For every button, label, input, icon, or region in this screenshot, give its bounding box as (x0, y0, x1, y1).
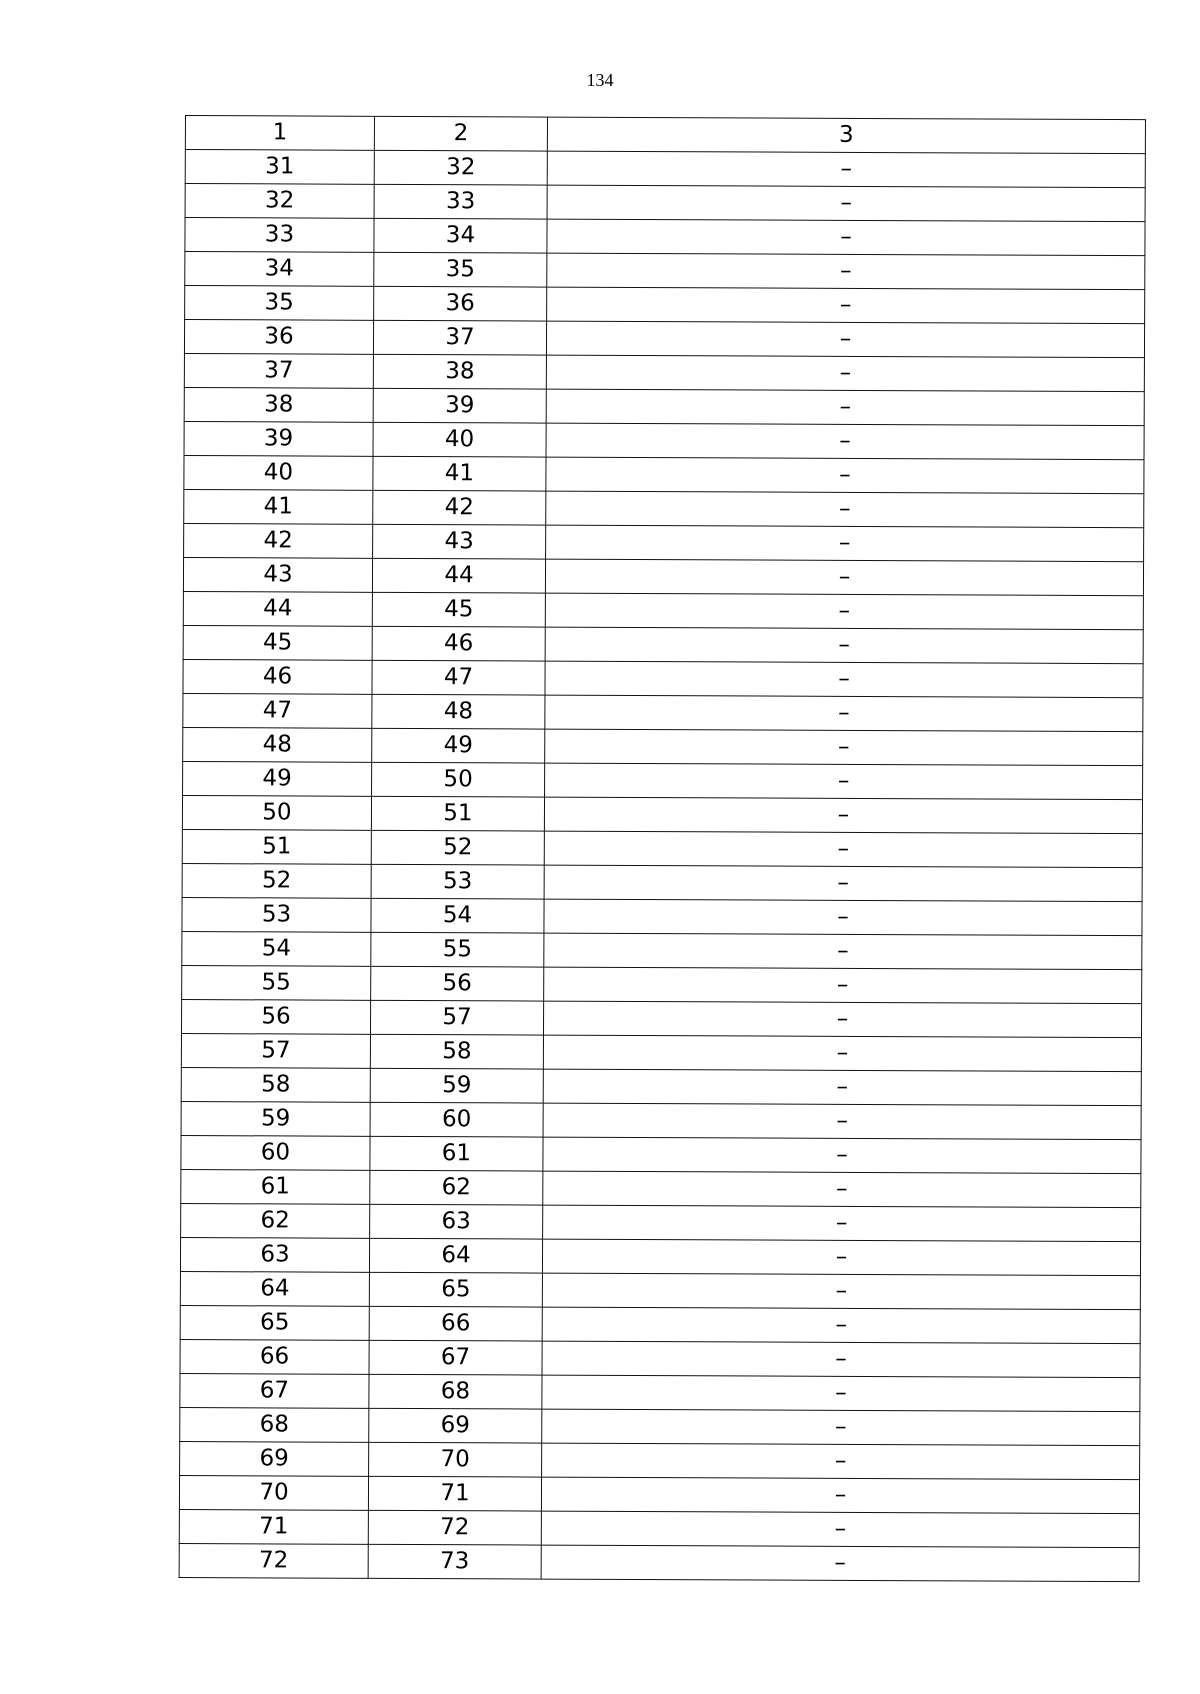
table-cell-col-2: 69 (369, 1408, 542, 1443)
table-cell-col-2: 42 (373, 490, 546, 525)
table-cell-col-3: – (542, 1375, 1140, 1412)
table-cell-col-2: 68 (369, 1374, 542, 1409)
table-cell-col-1: 52 (182, 863, 371, 898)
table-row (182, 897, 1142, 935)
table-cell-col-2: 49 (372, 728, 545, 763)
table-cell-col-3: – (547, 151, 1145, 188)
table-cell-col-3: – (543, 1103, 1141, 1140)
table-row (180, 1305, 1140, 1343)
table-cell-col-2: 65 (369, 1272, 542, 1307)
table-cell-col-1: 40 (184, 455, 373, 490)
table-cell-col-3: – (541, 1511, 1139, 1548)
table-cell-col-1: 38 (184, 387, 373, 422)
table-cell-col-1: 31 (185, 150, 374, 185)
table-row (183, 727, 1143, 765)
table-cell-col-3: – (542, 1273, 1140, 1310)
table-cell-col-2: 70 (369, 1442, 542, 1477)
table-cell-col-2: 37 (373, 320, 546, 355)
table-row (184, 455, 1144, 493)
table-cell-col-2: 57 (370, 1000, 543, 1035)
table-row (185, 218, 1145, 256)
table-row (185, 184, 1145, 222)
table-cell-col-3: – (545, 763, 1143, 800)
table-cell-col-3: – (543, 1069, 1141, 1106)
table-cell-col-3: – (546, 355, 1144, 392)
table-cell-col-3: – (546, 321, 1144, 358)
table-cell-col-3: – (546, 423, 1144, 460)
table-cell-col-3: – (545, 661, 1143, 698)
table-cell-col-3: – (543, 1205, 1141, 1242)
table-cell-col-3: – (547, 287, 1145, 324)
table-cell-col-1: 58 (181, 1067, 370, 1102)
page-number: 134 (586, 70, 614, 90)
table-row (184, 320, 1144, 358)
table-cell-col-2: 38 (373, 354, 546, 389)
table-cell-col-2: 56 (371, 966, 544, 1001)
table-cell-col-2: 62 (370, 1170, 543, 1205)
table-cell-col-3: – (543, 1001, 1141, 1038)
table-cell-col-2: 60 (370, 1102, 543, 1137)
table-cell-col-1: 67 (180, 1373, 369, 1408)
table-cell-col-3: – (543, 1171, 1141, 1208)
table-cell-col-2: 64 (369, 1238, 542, 1273)
table-row (184, 523, 1144, 561)
table-cell-col-3: – (545, 559, 1143, 596)
table-cell-col-2: 35 (374, 252, 547, 287)
table-cell-col-2: 44 (372, 558, 545, 593)
table-cell-col-1: 45 (183, 625, 372, 660)
table-cell-col-3: – (544, 797, 1142, 834)
table-row (182, 795, 1142, 833)
table-cell-col-3: – (547, 253, 1145, 290)
table-cell-col-2: 47 (372, 660, 545, 695)
table-row (183, 659, 1143, 697)
table-cell-col-3: – (544, 831, 1142, 868)
table-row (179, 1543, 1139, 1581)
table-cell-col-3: – (545, 695, 1143, 732)
table-cell-col-2: 48 (372, 694, 545, 729)
table-cell-col-3: – (543, 1035, 1141, 1072)
table-cell-col-2: 61 (370, 1136, 543, 1171)
table-row (181, 1203, 1141, 1241)
table-cell-col-3: – (542, 1307, 1140, 1344)
table-cell-col-3: – (547, 219, 1145, 256)
header-cell-1: 1 (185, 116, 374, 151)
table-cell-col-2: 58 (370, 1034, 543, 1069)
table-cell-col-1: 41 (184, 489, 373, 524)
table-cell-col-1: 36 (184, 320, 373, 355)
table-cell-col-1: 55 (182, 965, 371, 1000)
table-cell-col-2: 53 (371, 864, 544, 899)
table-cell-col-1: 53 (182, 897, 371, 932)
table-cell-col-2: 71 (368, 1476, 541, 1511)
table-row (184, 489, 1144, 527)
table-cell-col-1: 49 (183, 761, 372, 796)
table-row (182, 829, 1142, 867)
table-cell-col-2: 45 (372, 592, 545, 627)
table-cell-col-1: 37 (184, 353, 373, 388)
table-cell-col-2: 36 (374, 286, 547, 321)
table-cell-col-1: 43 (183, 557, 372, 592)
table-row (182, 965, 1142, 1003)
table-row (181, 999, 1141, 1037)
table-cell-col-1: 33 (185, 218, 374, 253)
table-row (184, 353, 1144, 391)
table-cell-col-1: 42 (184, 523, 373, 558)
table-cell-col-1: 47 (183, 693, 372, 728)
table-cell-col-2: 72 (368, 1510, 541, 1545)
table-cell-col-2: 41 (373, 456, 546, 491)
table-row (181, 1169, 1141, 1207)
table-cell-col-3: – (542, 1443, 1140, 1480)
table-row (182, 931, 1142, 969)
table-cell-col-3: – (544, 899, 1142, 936)
table-cell-col-2: 66 (369, 1306, 542, 1341)
table-cell-col-1: 48 (183, 727, 372, 762)
table-cell-col-2: 46 (372, 626, 545, 661)
table-cell-col-1: 65 (180, 1305, 369, 1340)
table-cell-col-2: 59 (370, 1068, 543, 1103)
header-cell-3: 3 (547, 117, 1145, 154)
table-cell-col-1: 44 (183, 591, 372, 626)
table-cell-col-1: 39 (184, 421, 373, 456)
table-cell-col-1: 51 (182, 829, 371, 864)
table-row (184, 387, 1144, 425)
table-cell-col-3: – (546, 457, 1144, 494)
table-cell-col-1: 64 (180, 1271, 369, 1306)
table-row (180, 1237, 1140, 1275)
table-row (181, 1135, 1141, 1173)
table-header-row (185, 116, 1145, 154)
table-cell-col-2: 40 (373, 422, 546, 457)
table-cell-col-2: 34 (374, 218, 547, 253)
table-cell-col-3: – (547, 185, 1145, 222)
table-cell-col-1: 72 (179, 1543, 368, 1578)
table-cell-col-1: 66 (180, 1339, 369, 1374)
table-row (183, 625, 1143, 663)
table-row (180, 1407, 1140, 1445)
table-row (180, 1339, 1140, 1377)
table-row (183, 557, 1143, 595)
table-cell-col-3: – (541, 1545, 1139, 1582)
table-cell-col-1: 62 (181, 1203, 370, 1238)
table-cell-col-3: – (546, 491, 1144, 528)
table-cell-col-1: 54 (182, 931, 371, 966)
table-cell-col-3: – (546, 525, 1144, 562)
table-cell-col-1: 59 (181, 1101, 370, 1136)
table-row (179, 1509, 1139, 1547)
table-cell-col-2: 43 (373, 524, 546, 559)
table-row (183, 591, 1143, 629)
table-cell-col-2: 50 (372, 762, 545, 797)
table-cell-col-1: 69 (180, 1441, 369, 1476)
table-cell-col-1: 50 (182, 795, 371, 830)
table-cell-col-1: 60 (181, 1135, 370, 1170)
table-cell-col-2: 52 (371, 830, 544, 865)
table-cell-col-1: 68 (180, 1407, 369, 1442)
table-row (182, 863, 1142, 901)
table-cell-col-2: 51 (371, 796, 544, 831)
table-cell-col-3: – (543, 1137, 1141, 1174)
table-cell-col-2: 32 (374, 150, 547, 185)
table-cell-col-1: 71 (179, 1509, 368, 1544)
table-cell-col-1: 57 (181, 1033, 370, 1068)
table-cell-col-1: 70 (179, 1475, 368, 1510)
table-cell-col-2: 63 (370, 1204, 543, 1239)
table-row (185, 286, 1145, 324)
table-cell-col-3: – (542, 1409, 1140, 1446)
table-cell-col-1: 61 (181, 1169, 370, 1204)
table-cell-col-1: 56 (181, 999, 370, 1034)
table-cell-col-1: 35 (185, 286, 374, 321)
table-cell-col-3: – (546, 389, 1144, 426)
table-cell-col-3: – (545, 627, 1143, 664)
table-row (183, 693, 1143, 731)
table-cell-col-3: – (542, 1239, 1140, 1276)
header-cell-2: 2 (374, 116, 547, 151)
table-cell-col-3: – (544, 933, 1142, 970)
table-cell-col-2: 39 (373, 388, 546, 423)
table-cell-col-3: – (542, 1341, 1140, 1378)
table-cell-col-1: 63 (180, 1237, 369, 1272)
table-cell-col-3: – (545, 729, 1143, 766)
table-row (185, 252, 1145, 290)
table-row (179, 1475, 1139, 1513)
table-row (183, 761, 1143, 799)
table-cell-col-3: – (544, 865, 1142, 902)
table-cell-col-3: – (545, 593, 1143, 630)
table-row (180, 1373, 1140, 1411)
table-cell-col-2: 73 (368, 1544, 541, 1579)
table-cell-col-3: – (541, 1477, 1139, 1514)
table-cell-col-2: 55 (371, 932, 544, 967)
table-cell-col-2: 67 (369, 1340, 542, 1375)
table-body (179, 116, 1145, 1582)
data-table (179, 115, 1146, 1582)
table-row (180, 1271, 1140, 1309)
table-row (180, 1441, 1140, 1479)
table-row (185, 150, 1145, 188)
table-row (181, 1101, 1141, 1139)
table-row (181, 1067, 1141, 1105)
table-cell-col-1: 34 (185, 252, 374, 287)
table-row (181, 1033, 1141, 1071)
table-cell-col-1: 32 (185, 184, 374, 219)
table-cell-col-1: 46 (183, 659, 372, 694)
table-row (184, 421, 1144, 459)
table-cell-col-2: 33 (374, 184, 547, 219)
table-cell-col-3: – (544, 967, 1142, 1004)
table-cell-col-2: 54 (371, 898, 544, 933)
